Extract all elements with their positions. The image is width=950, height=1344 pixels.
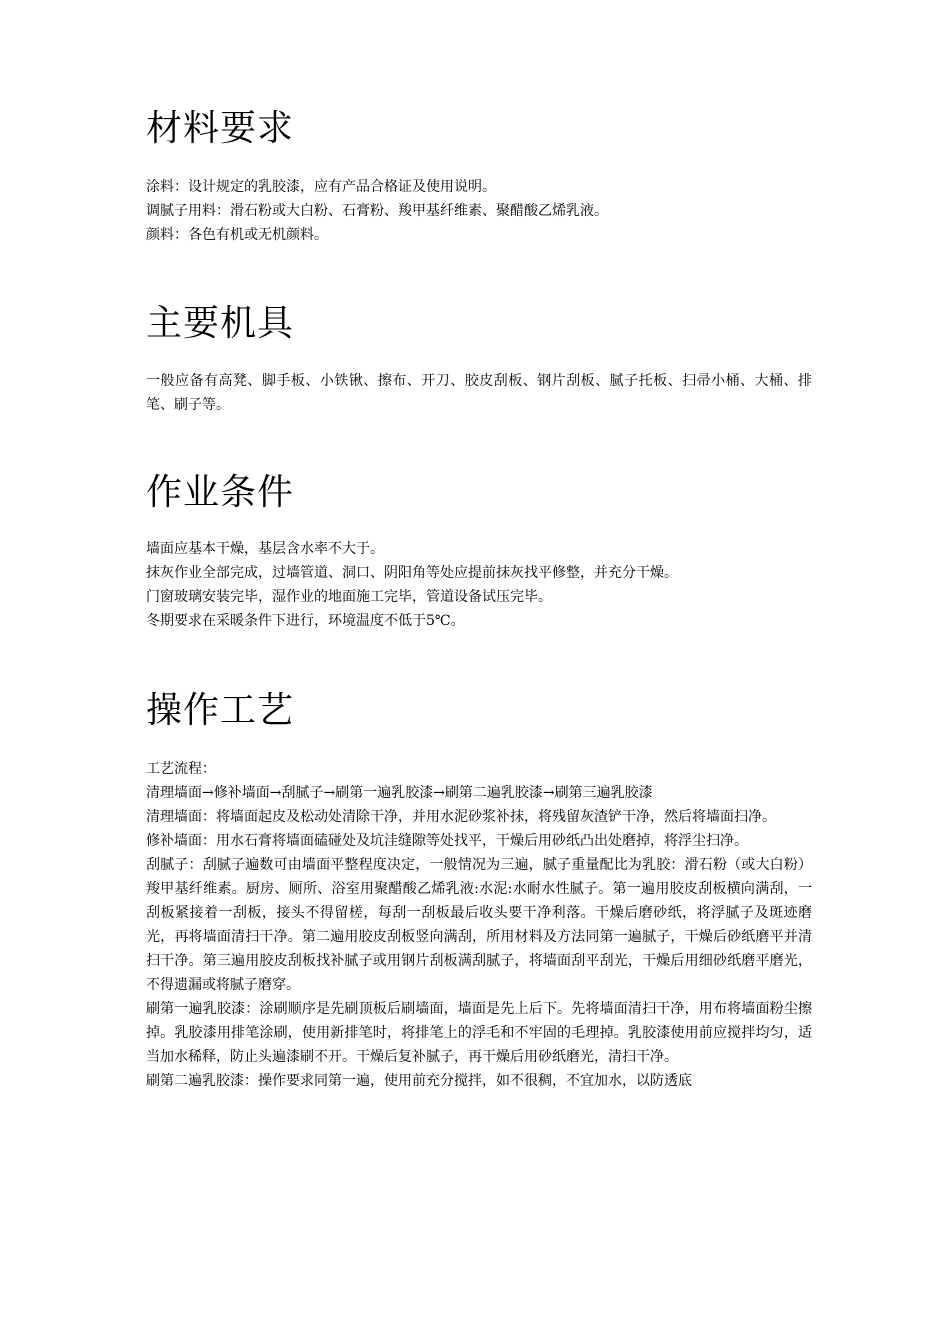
paragraph: 刷第二遍乳胶漆：操作要求同第一遍，使用前充分搅拌，如不很稠，不宜加水，以防透底 xyxy=(146,1073,692,1089)
section-body-conditions xyxy=(146,537,826,633)
paragraph: 刮腻子：刮腻子遍数可由墙面平整程度决定，一般情况为三遍，腻子重量配比为乳胶：滑石粉（或大白粉）羧甲基纤维素。厨房、厕所、浴室用聚醋酸乙烯乳液:水泥:水耐水性腻子。第一遍用胶皮刮板横向满刮，一刮板紧接着一刮板，接头不得留槎，每刮一刮板最后收头要干净利落。干燥后磨砂纸，将浮腻子及斑迹磨光，再将墙面清扫干净。第二遍用胶皮刮板竖向满刮，所用材料及方法同第一遍腻子，干燥后砂纸磨平并清扫干净。第三遍用胶皮刮板找补腻子或用钢片刮板满刮腻子，将墙面刮平刮光，干燥后用细砂纸磨平磨光，不得遗漏或将腻子磨穿。 xyxy=(146,857,812,993)
paragraph: 墙面应基本干燥，基层含水率不大于。 xyxy=(146,541,384,557)
paragraph: 冬期要求在采暖条件下进行，环境温度不低于5℃。 xyxy=(146,613,465,629)
section-title-tools: 主要机具 xyxy=(146,303,295,344)
section-body-tools xyxy=(146,369,812,417)
paragraph: 刷第一遍乳胶漆：涂刷顺序是先刷顶板后刷墙面，墙面是先上后下。先将墙面清扫干净，用布将墙面粉尘擦掉。乳胶漆用排笔涂刷，使用新排笔时，将排笔上的浮毛和不牢固的毛理掉。乳胶漆使用前应搅拌均匀，适当加水稀释，防止头遍漆刷不开。干燥后复补腻子，再干燥后用砂纸磨光，清扫干净。 xyxy=(146,1001,812,1065)
paragraph: 颜料：各色有机或无机颜料。 xyxy=(146,227,328,243)
paragraph: 门窗玻璃安装完毕，湿作业的地面施工完毕，管道设备试压完毕。 xyxy=(146,589,552,605)
section-title-process: 操作工艺 xyxy=(146,690,295,731)
section-title-materials: 材料要求 xyxy=(146,108,295,149)
paragraph: 清理墙面→修补墙面→刮腻子→刷第一遍乳胶漆→刷第二遍乳胶漆→刷第三遍乳胶漆 xyxy=(146,785,653,801)
section-body-materials xyxy=(146,175,826,247)
paragraph: 抹灰作业全部完成，过墙管道、洞口、阴阳角等处应提前抹灰找平修整，并充分干燥。 xyxy=(146,565,678,581)
paragraph: 一般应备有高凳、脚手板、小铁锹、擦布、开刀、胶皮刮板、钢片刮板、腻子托板、扫帚小桶、大桶、排笔、刷子等。 xyxy=(146,373,812,413)
paragraph: 工艺流程： xyxy=(146,761,216,777)
paragraph: 涂料：设计规定的乳胶漆，应有产品合格证及使用说明。 xyxy=(146,179,496,195)
paragraph: 清理墙面：将墙面起皮及松动处清除干净，并用水泥砂浆补抹，将残留灰渣铲干净，然后将墙面扫净。 xyxy=(146,809,776,825)
section-body-process xyxy=(146,757,812,1093)
paragraph: 调腻子用料：滑石粉或大白粉、石膏粉、羧甲基纤维素、聚醋酸乙烯乳液。 xyxy=(146,203,608,219)
paragraph: 修补墙面：用水石膏将墙面磕碰处及坑洼缝隙等处找平，干燥后用砂纸凸出处磨掉，将浮尘扫净。 xyxy=(146,833,748,849)
section-title-conditions: 作业条件 xyxy=(146,472,295,513)
